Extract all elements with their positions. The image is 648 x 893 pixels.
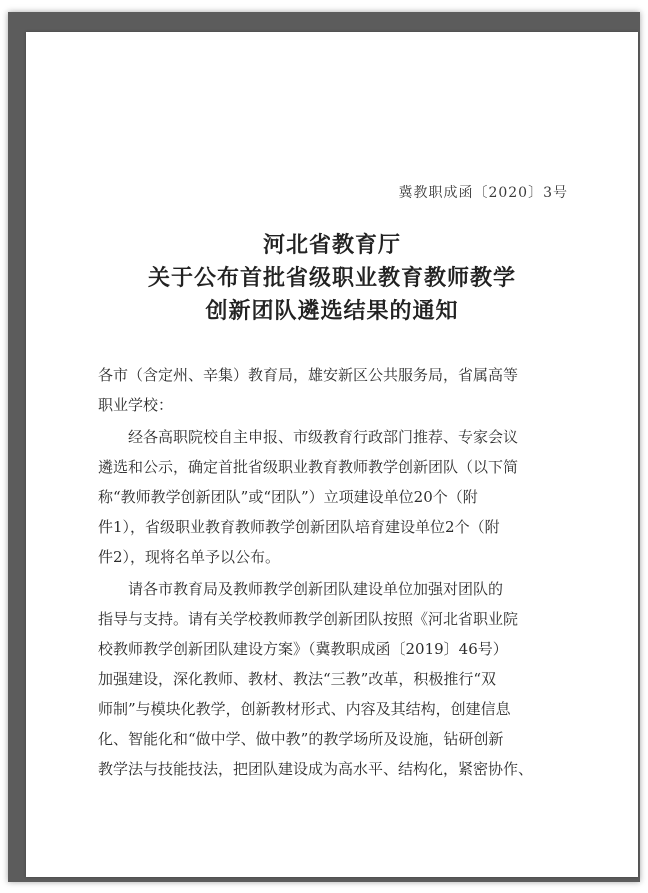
title-line-2: 关于公布首批省级职业教育教师教学 xyxy=(147,266,516,291)
title-line-1: 河北省教育厅 xyxy=(262,233,401,258)
body-line: 师制”与模块化教学，创新教材形式、内容及其结构，创建信息 xyxy=(98,700,511,718)
body-line: 遴选和公示，确定首批省级职业教育教师教学创新团队（以下简 xyxy=(98,458,519,476)
body-line: 校教师教学创新团队建设方案》（冀教职成函〔2019〕46号） xyxy=(98,640,508,658)
document-page xyxy=(26,32,638,877)
body-line: 经各高职院校自主申报、市级教育行政部门推荐、专家会议 xyxy=(128,428,519,446)
document-frame xyxy=(8,12,640,882)
body-line: 件1），省级职业教育教师教学创新团队培育建设单位2个（附 xyxy=(98,518,500,536)
document-number: 冀教职成函〔2020〕3号 xyxy=(398,185,568,201)
body-line: 请各市教育局及教师教学创新团队建设单位加强对团队的 xyxy=(128,580,504,598)
title-line-3: 创新团队遴选结果的通知 xyxy=(205,299,459,324)
body-line: 加强建设，深化教师、教材、教法“三教”改革，积极推行“双 xyxy=(98,670,497,688)
body-line: 件2），现将名单予以公布。 xyxy=(98,548,281,566)
body-line: 教学法与技能技法，把团队建设成为高水平、结构化，紧密协作、 xyxy=(98,760,534,778)
body-line: 化、智能化和“做中学、做中教”的教学场所及设施，钻研创新 xyxy=(98,730,504,748)
body-line: 各市（含定州、辛集）教育局，雄安新区公共服务局，省属高等 xyxy=(98,366,519,384)
body-line: 职业学校： xyxy=(98,396,174,414)
body-line: 指导与支持。请有关学校教师教学创新团队按照《河北省职业院 xyxy=(98,610,519,628)
body-line: 称“教师教学创新团队”或“团队”）立项建设单位20个（附 xyxy=(98,488,478,506)
